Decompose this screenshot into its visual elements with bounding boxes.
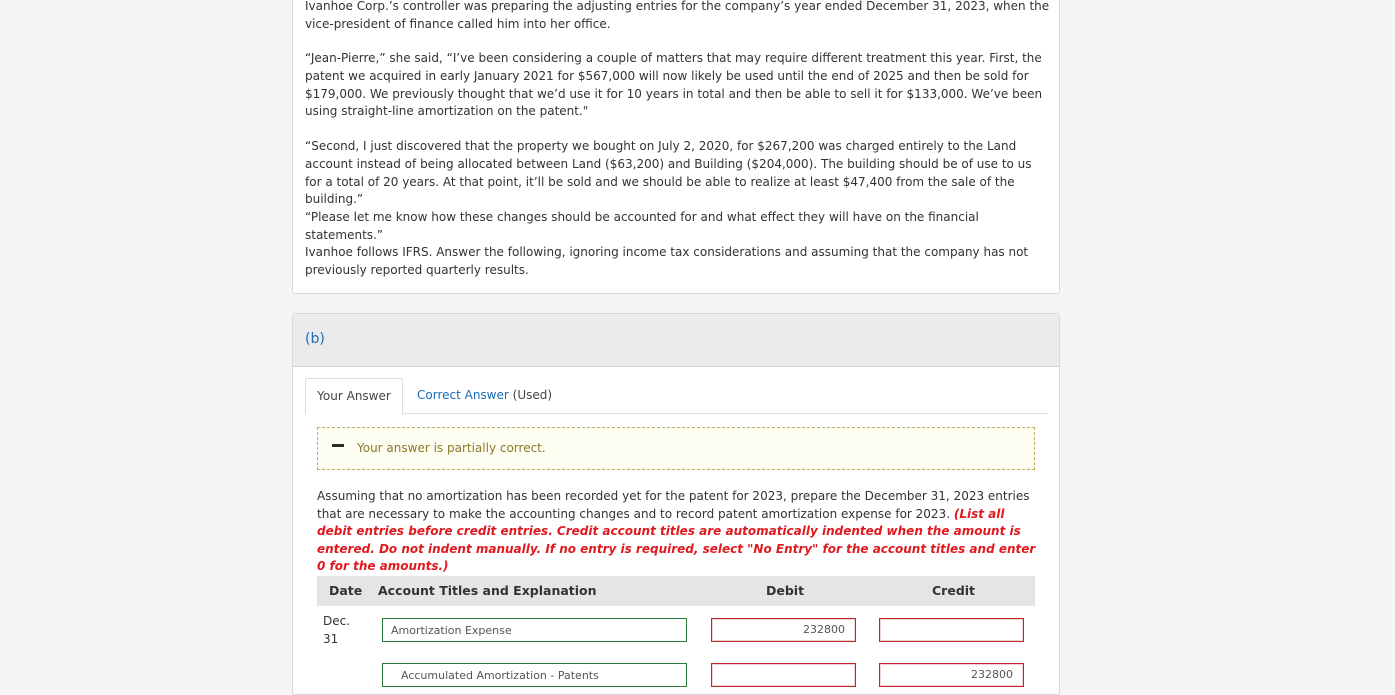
- journal-header: [317, 576, 1035, 606]
- debit-input-1[interactable]: 232800: [711, 618, 856, 642]
- account-title-input-1[interactable]: Amortization Expense: [382, 618, 687, 642]
- problem-paragraph-3: “Second, I just discovered that the property we bought on July 2, 2020, for $267,200 was charged entirely to the Land account instead of being allocated between Land ($63,200) and Building ($204,000). The building should be of use to us for a total of 20 years. At that point, it’ll be sold and we should be able to realize at least $47,400 from the sale of the building.”: [305, 139, 1032, 207]
- debit-input-2[interactable]: [711, 663, 856, 687]
- problem-paragraph-1: Ivanhoe Corp.’s controller was preparing the adjusting entries for the company’s year ended December 31, 2023, when the vice-president of finance called him into her office.: [305, 0, 1050, 31]
- credit-input-1[interactable]: [879, 618, 1024, 642]
- entry-date-day: 31: [323, 632, 339, 646]
- feedback-text: Your answer is partially correct.: [357, 441, 546, 455]
- header-credit: Credit: [932, 583, 976, 598]
- instructions-note: (List all debit entries before credit entries. Credit account titles are automatically indented when the amount is entered. Do not indent manually. If no entry is required, select "No Entry" for the account titles and enter 0 for the amounts.): [317, 506, 1036, 573]
- header-date: Date: [329, 583, 363, 598]
- part-label: (b): [305, 331, 325, 347]
- problem-paragraph-2: “Jean-Pierre,” she said, “I’ve been considering a couple of matters that may require different treatment this year. First, the patent we acquired in early January 2021 for $567,000 will now likely be used until the end of 2025 and then be sold for $179,000. We previously thought that we’d use it for 10 years in total and then be able to sell it for $133,000. We’ve been using straight-line amortization on the patent.": [305, 51, 1043, 119]
- tab-used-label: (Used): [512, 388, 553, 402]
- tabs-divider: [305, 413, 1048, 414]
- instructions: [317, 488, 1037, 576]
- tab-correct-answer-label[interactable]: Correct Answer: [417, 388, 509, 402]
- part-header: [293, 314, 1059, 367]
- problem-paragraph-5: Ivanhoe follows IFRS. Answer the following, ignoring income tax considerations and assuming that the company has not previously reported quarterly results.: [305, 245, 1029, 277]
- header-debit: Debit: [766, 583, 805, 598]
- tab-your-answer[interactable]: Your Answer: [305, 378, 403, 415]
- feedback-banner: [317, 427, 1035, 470]
- tab-correct-answer[interactable]: [417, 388, 552, 402]
- entry-date-month: Dec.: [323, 614, 351, 628]
- entry-date: [323, 612, 350, 648]
- credit-input-2[interactable]: 232800: [879, 663, 1024, 687]
- minus-icon: [332, 444, 344, 447]
- part-b-card: [292, 313, 1060, 695]
- instructions-text: Assuming that no amortization has been recorded yet for the patent for 2023, prepare the December 31, 2023 entries that are necessary to make the accounting changes and to record patent amortization expense for 2023.: [317, 489, 1030, 521]
- problem-card: [292, 0, 1060, 294]
- header-account: Account Titles and Explanation: [378, 583, 597, 598]
- problem-paragraph-4: “Please let me know how these changes should be accounted for and what effect they will have on the financial statements.”: [305, 210, 979, 242]
- account-title-input-2[interactable]: Accumulated Amortization - Patents: [382, 663, 687, 687]
